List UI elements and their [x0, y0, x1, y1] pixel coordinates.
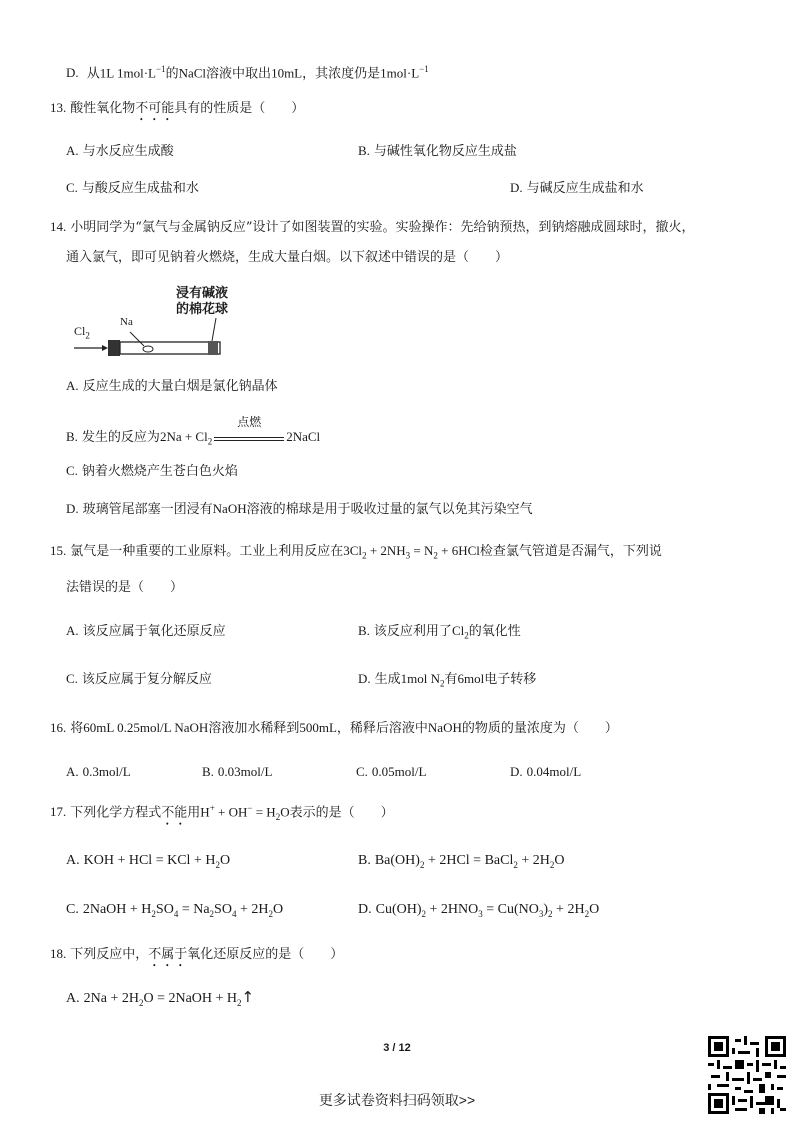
apparatus-drawing	[66, 286, 256, 366]
q17-option-c: C. 2NaOH + $H_2SO_4 = Na_2SO_4 + 2H_2O$	[66, 902, 284, 919]
q17-stem: 17. 下列化学方程式不能用$H^+ + OH^- = H_2O$表示的是（ ）	[50, 803, 394, 822]
q15-option-c: C. 该反应属于复分解反应	[66, 671, 212, 687]
promo-text[interactable]: 更多试卷资料扫码领取>>	[318, 1092, 476, 1108]
qr-code-image	[708, 1036, 786, 1114]
q14-option-c: C. 钠着火燃烧产生苍白色火焰	[66, 463, 238, 479]
q17-option-a: A. KOH + HCl = KCl + $H_2O$	[66, 853, 231, 870]
q16-option-c: C. 0.05mol/L	[356, 764, 427, 779]
q12-option-d: D. 从1L $1mol\cdot L^{-1}$的NaCl溶液中取出10mL，其浓度仍是$1mol\cdot L^{-1}$	[66, 64, 429, 82]
apparatus-figure	[66, 286, 256, 366]
qr-code[interactable]	[708, 1036, 786, 1114]
figure-label-na: Na	[120, 316, 133, 328]
q13-option-b: B. 与碱性氧化物反应生成盐	[358, 143, 517, 159]
q15-stem-line2: 法错误的是（ ）	[66, 580, 184, 595]
q13-option-d: D. 与碱反应生成盐和水	[510, 180, 644, 196]
q16-option-a: A. 0.3mol/L	[66, 764, 131, 779]
page-number: 3 / 12	[383, 1042, 411, 1054]
q17-option-d: D. $Cu(OH)_2 + 2HNO_3 = Cu(NO_3)_2 + 2H_2O$	[358, 902, 600, 919]
q13-option-a: A. 与水反应生成酸	[66, 143, 174, 159]
reaction-condition-arrow: 点燃	[214, 429, 284, 441]
q14-option-d: D. 玻璃管尾部塞一团浸有NaOH溶液的棉球是用于吸收过量的氯气以免其污染空气	[66, 501, 533, 517]
q13-stem: 13. 酸性氧化物不可能具有的性质是（ ）	[50, 100, 305, 116]
q16-stem: 16. 将60mL 0.25mol/L NaOH溶液加水稀释到500mL，稀释后溶液中NaOH的物质的量浓度为（ ）	[50, 720, 618, 736]
q15-option-b: B. 该反应利用了$Cl_2$的氧化性	[358, 623, 521, 641]
q18-option-a: A. $2Na + 2H_2O$ = 2NaOH + $H_2↑$	[66, 988, 255, 1008]
q13-option-c: C. 与酸反应生成盐和水	[66, 180, 199, 196]
q14-stem-line2: 通入氯气，即可见钠着火燃烧，生成大量白烟。以下叙述中错误的是（ ）	[66, 250, 509, 265]
q15-stem-line1: 15. 氯气是一种重要的工业原料。工业上利用反应在$3Cl_2 + 2NH_3 = N_2 + 6HCl$检查氯气管道是否漏气，下列说	[50, 543, 662, 561]
gas-arrow-icon: ↑	[241, 988, 255, 1006]
figure-label-cl2: $Cl_2$	[74, 324, 90, 341]
q15-option-a: A. 该反应属于氧化还原反应	[66, 623, 226, 639]
figure-label-cotton: 浸有碱液 的棉花球	[176, 286, 229, 317]
q17-option-b: B. $Ba(OH)_2 + 2HCl$ = BaCl$_2$ + $2H_2O$	[358, 853, 565, 870]
q16-option-d: D. 0.04mol/L	[510, 764, 582, 779]
q14-stem-line1: 14. 小明同学为“氯气与金属钠反应”设计了如图装置的实验。实验操作：先给钠预热，到钠熔融成圆球时，撤火，	[50, 219, 695, 235]
q14-option-b: B. 发生的反应为$2Na + Cl_2$ 点燃 2NaCl	[66, 415, 321, 447]
q16-option-b: B. 0.03mol/L	[202, 764, 273, 779]
q14-option-a: A. 反应生成的大量白烟是氯化钠晶体	[66, 378, 278, 394]
q18-stem: 18. 下列反应中，不属于氧化还原反应的是（ ）	[50, 946, 344, 962]
q15-option-d: D. 生成1mol $N_2$有6mol电子转移	[358, 671, 537, 689]
